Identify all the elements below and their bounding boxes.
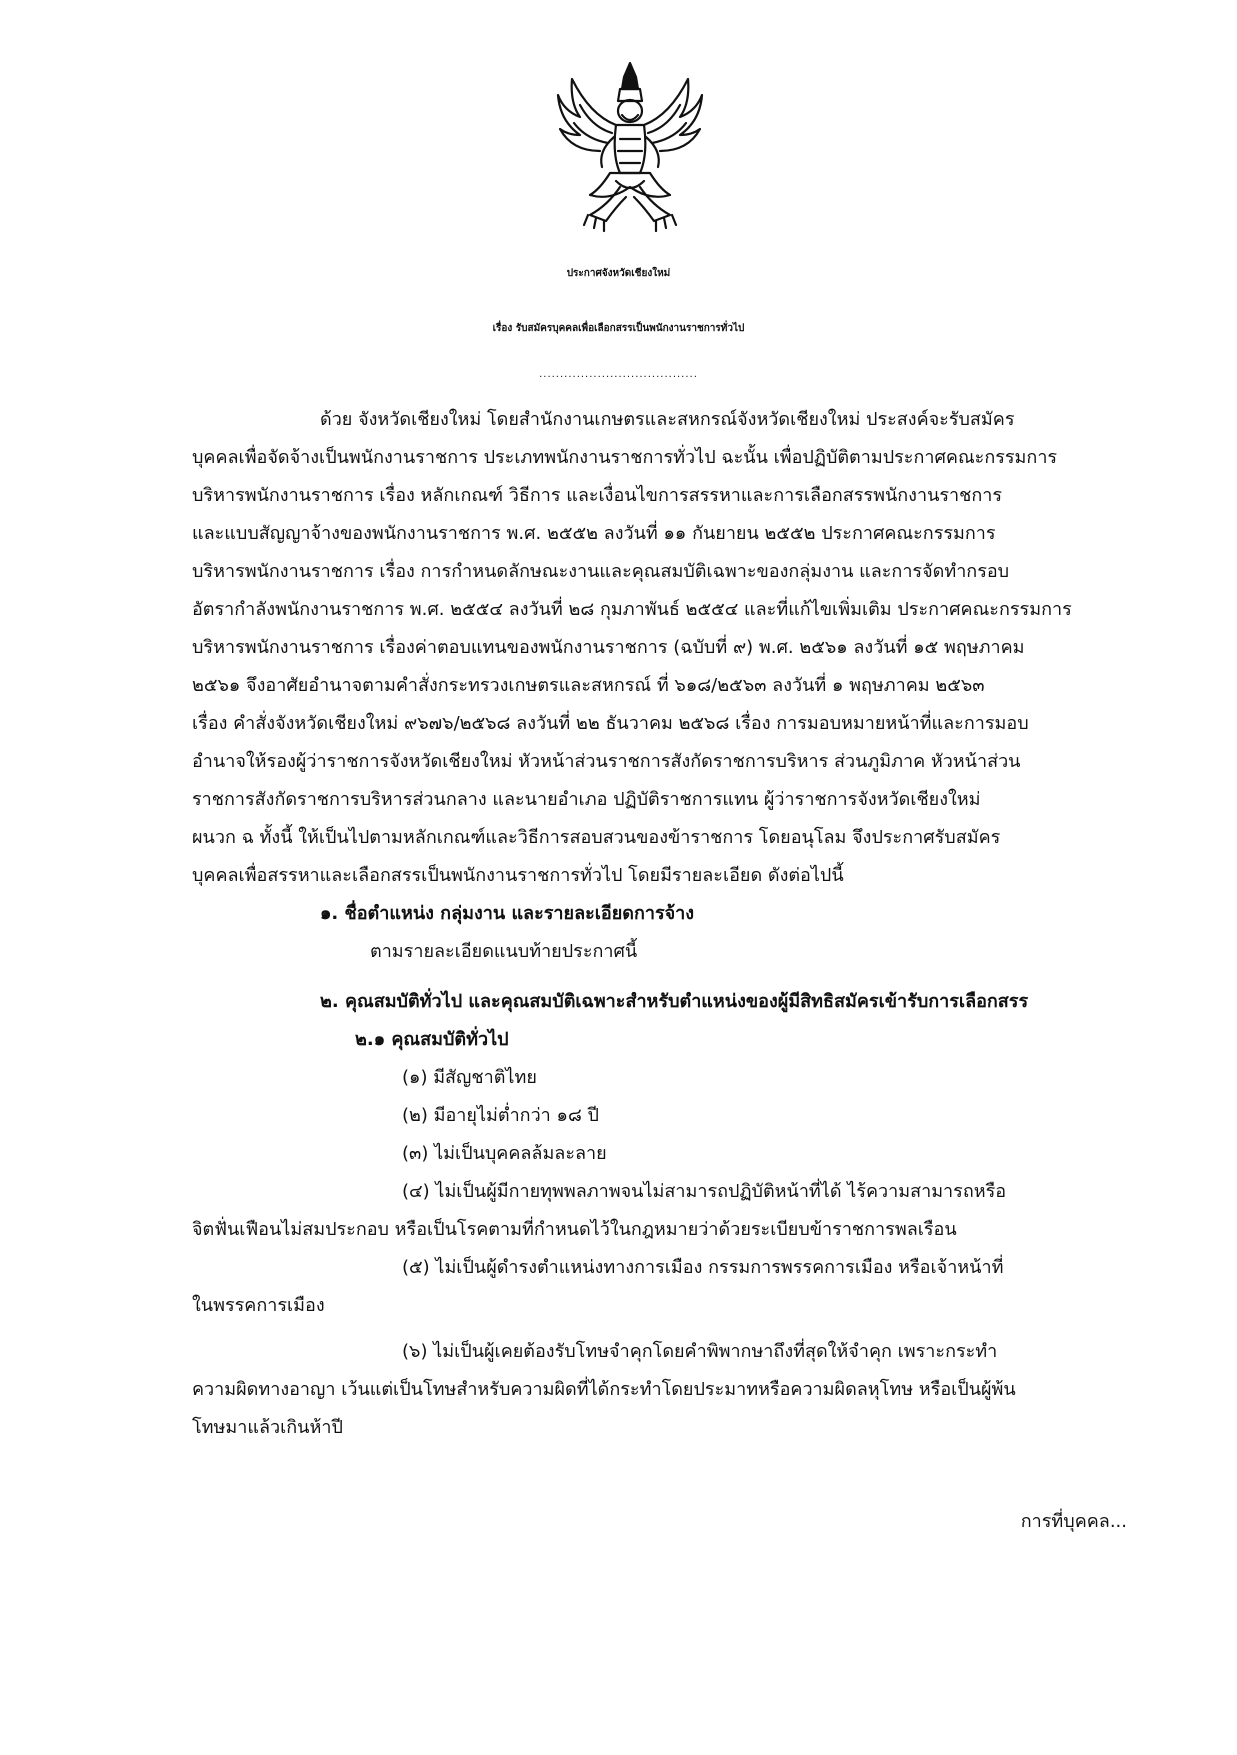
qualification-item-5-cont: ในพรรคการเมือง xyxy=(192,1295,325,1316)
paragraph-line: บุคคลเพื่อจัดจ้างเป็นพนักงานราชการ ประเภทพนักงานราชการทั่วไป ฉะนั้น เพื่อปฏิบัติตามประกาศคณะกรรมการ xyxy=(192,447,1058,468)
qualification-item-4: (๔) ไม่เป็นผู้มีกายทุพพลภาพจนไม่สามารถปฏิบัติหน้าที่ได้ ไร้ความสามารถหรือ xyxy=(402,1181,1007,1202)
paragraph-line: บริหารพนักงานราชการ เรื่อง หลักเกณฑ์ วิธีการ และเงื่อนไขการสรรหาและการเลือกสรรพนักงานราชการ xyxy=(192,485,1003,506)
paragraph-line: บริหารพนักงานราชการ เรื่อง การกำหนดลักษณะงานและคุณสมบัติเฉพาะของกลุ่มงาน และการจัดทำกรอบ xyxy=(192,561,1010,582)
paragraph-line: ๒๕๖๑ จึงอาศัยอำนาจตามคำสั่งกระทรวงเกษตรและสหกรณ์ ที่ ๖๑๘/๒๕๖๓ ลงวันที่ ๑ พฤษภาคม ๒๕๖๓ xyxy=(192,675,985,696)
section-1-heading: ๑. ชื่อตำแหน่ง กลุ่มงาน และรายละเอียดการจ้าง xyxy=(320,903,695,924)
qualification-item-5: (๕) ไม่เป็นผู้ดำรงตำแหน่งทางการเมือง กรรมการพรรคการเมือง หรือเจ้าหน้าที่ xyxy=(402,1257,1004,1278)
paragraph-line: เรื่อง คำสั่งจังหวัดเชียงใหม่ ๙๖๗๖/๒๕๖๘ ลงวันที่ ๒๒ ธันวาคม ๒๕๖๘ เรื่อง การมอบหมายหน้าที่และการมอบ xyxy=(192,713,1029,734)
paragraph-line: บริหารพนักงานราชการ เรื่องค่าตอบแทนของพนักงานราชการ (ฉบับที่ ๙) พ.ศ. ๒๕๖๑ ลงวันที่ ๑๕ พฤษภาคม xyxy=(192,637,1025,658)
qualification-item-1: (๑) มีสัญชาติไทย xyxy=(402,1067,537,1088)
qualification-item-3: (๓) ไม่เป็นบุคคลล้มละลาย xyxy=(402,1143,607,1164)
document-title: ประกาศจังหวัดเชียงใหม่ xyxy=(566,268,671,279)
paragraph-line: บุคคลเพื่อสรรหาและเลือกสรรเป็นพนักงานราชการทั่วไป โดยมีรายละเอียด ดังต่อไปนี้ xyxy=(192,865,844,886)
title-separator: ...................................... xyxy=(539,369,698,380)
section-1-text: ตามรายละเอียดแนบท้ายประกาศนี้ xyxy=(370,941,638,962)
qualification-item-4-cont: จิตฟั่นเฟือนไม่สมประกอบ หรือเป็นโรคตามที่กำหนดไว้ในกฎหมายว่าด้วยระเบียบข้าราชการพลเรือน xyxy=(192,1219,957,1240)
qualification-item-6-cont: ความผิดทางอาญา เว้นแต่เป็นโทษสำหรับความผิดที่ได้กระทำโดยประมาทหรือความผิดลหุโทษ หรือเป็นผู้พ้น xyxy=(192,1379,1016,1400)
qualification-item-6: (๖) ไม่เป็นผู้เคยต้องรับโทษจำคุกโดยคำพิพากษาถึงที่สุดให้จำคุก เพราะกระทำ xyxy=(402,1341,998,1362)
qualification-item-2: (๒) มีอายุไม่ต่ำกว่า ๑๘ ปี xyxy=(402,1105,599,1126)
paragraph-line: ผนวก ฉ ทั้งนี้ ให้เป็นไปตามหลักเกณฑ์และวิธีการสอบสวนของข้าราชการ โดยอนุโลม จึงประกาศรับสมัคร xyxy=(192,827,1001,848)
garuda-emblem-icon xyxy=(550,55,710,235)
paragraph-line: อัตรากำลังพนักงานราชการ พ.ศ. ๒๕๕๔ ลงวันที่ ๒๘ กุมภาพันธ์ ๒๕๕๔ และที่แก้ไขเพิ่มเติม ประกาศคณะกรรมการ xyxy=(192,599,1072,620)
document-subject: เรื่อง รับสมัครบุคคลเพื่อเลือกสรรเป็นพนักงานราชการทั่วไป xyxy=(492,323,745,334)
paragraph-line: และแบบสัญญาจ้างของพนักงานราชการ พ.ศ. ๒๕๕๒ ลงวันที่ ๑๑ กันยายน ๒๕๕๒ ประกาศคณะกรรมการ xyxy=(192,523,996,544)
section-2-1-heading: ๒.๑ คุณสมบัติทั่วไป xyxy=(355,1029,509,1050)
page-continuation: การที่บุคคล... xyxy=(1020,1511,1127,1532)
qualification-item-6-cont: โทษมาแล้วเกินห้าปี xyxy=(192,1417,343,1438)
paragraph-line: ด้วย จังหวัดเชียงใหม่ โดยสำนักงานเกษตรและสหกรณ์จังหวัดเชียงใหม่ ประสงค์จะรับสมัคร xyxy=(320,409,1015,430)
paragraph-line: อำนาจให้รองผู้ว่าราชการจังหวัดเชียงใหม่ หัวหน้าส่วนราชการสังกัดราชการบริหาร ส่วนภูมิภาค หัวหน้าส่วน xyxy=(192,751,1021,772)
section-2-heading: ๒. คุณสมบัติทั่วไป และคุณสมบัติเฉพาะสำหรับตำแหน่งของผู้มีสิทธิสมัครเข้ารับการเลือกสรร xyxy=(320,991,1029,1012)
paragraph-line: ราชการสังกัดราชการบริหารส่วนกลาง และนายอำเภอ ปฏิบัติราชการแทน ผู้ว่าราชการจังหวัดเชียงใหม่ xyxy=(192,789,981,810)
